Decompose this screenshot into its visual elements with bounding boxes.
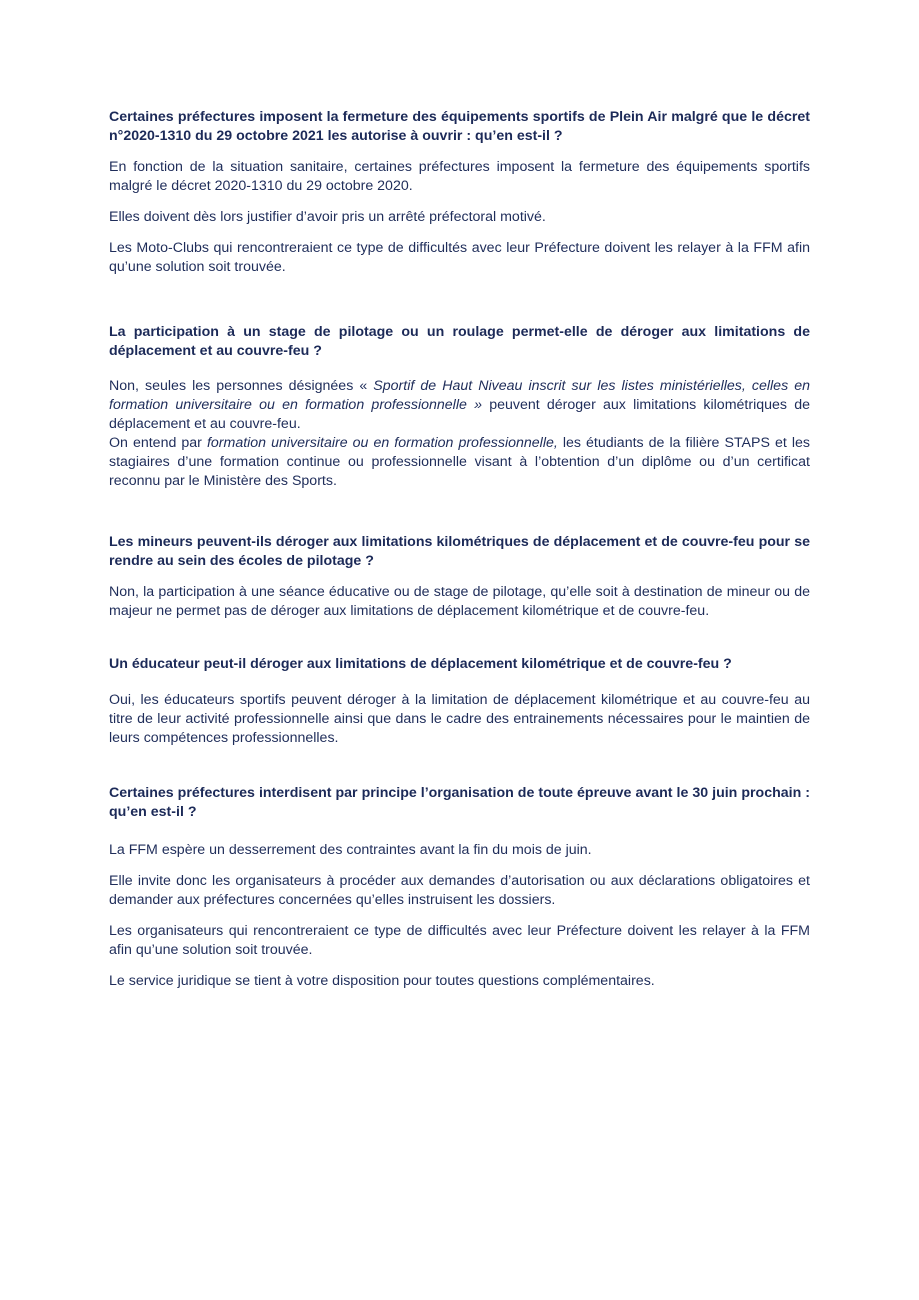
section-2-p2-text-end: les étudiants de la filière STAPS et les stagiaires d’une formation continue ou professionnelle visant à l’obtention d’un diplôme ou d’un certificat reconnu par le Ministère des Sports.	[109, 435, 810, 489]
section-5-paragraph-4: Le service juridique se tient à votre disposition pour toutes questions complémentaires.	[109, 973, 655, 989]
section-2-p1-text-end: peuvent déroger aux limitations kilométriques de déplacement et au couvre-feu.	[109, 397, 810, 432]
section-4-question: Un éducateur peut-il déroger aux limitations de déplacement kilométrique et de couvre-feu ?	[109, 656, 732, 672]
section-1-paragraph-1: En fonction de la situation sanitaire, certaines préfectures imposent la fermeture des équipements sportifs malgré le décret 2020-1310 du 29 octobre 2020.	[109, 159, 810, 194]
section-5-paragraph-2: Elle invite donc les organisateurs à procéder aux demandes d’autorisation ou aux déclarations obligatoires et demander aux préfectures concernées qu’elles instruisent les dossiers.	[109, 873, 810, 908]
section-2-p2-text-start: On entend par	[109, 435, 207, 451]
section-3-question: Les mineurs peuvent-ils déroger aux limitations kilométriques de déplacement et de couvre-feu pour se rendre au sein des écoles de pilotage ?	[109, 534, 810, 569]
section-1-paragraph-3: Les Moto-Clubs qui rencontreraient ce type de difficultés avec leur Préfecture doivent les relayer à la FFM afin qu’une solution soit trouvée.	[109, 240, 810, 275]
section-2-p1-italic: Sportif de Haut Niveau inscrit sur les listes ministérielles, celles en formation universitaire ou en formation professionnelle »	[109, 378, 810, 413]
document-page	[109, 108, 810, 991]
section-4-paragraph-1: Oui, les éducateurs sportifs peuvent déroger à la limitation de déplacement kilométrique et au couvre-feu au titre de leur activité professionnelle ainsi que dans le cadre des entrainements nécessaires pour le maintien de leurs compétences professionnelles.	[109, 692, 810, 746]
section-2-p2-italic: formation universitaire ou en formation professionnelle,	[206, 435, 558, 451]
section-1-paragraph-2: Elles doivent dès lors justifier d’avoir pris un arrêté préfectoral motivé.	[109, 209, 546, 225]
section-2-paragraph-1	[109, 377, 810, 434]
section-5-question: Certaines préfectures interdisent par principe l’organisation de toute épreuve avant le 30 juin prochain : qu’en est-il ?	[109, 785, 810, 820]
section-5-paragraph-1: La FFM espère un desserrement des contraintes avant la fin du mois de juin.	[109, 842, 592, 858]
section-1-question: Certaines préfectures imposent la fermeture des équipements sportifs de Plein Air malgré que le décret n°2020-1310 du 29 octobre 2021 les autorise à ouvrir : qu’en est-il ?	[109, 109, 810, 144]
section-5-paragraph-3: Les organisateurs qui rencontreraient ce type de difficultés avec leur Préfecture doivent les relayer à la FFM afin qu’une solution soit trouvée.	[109, 923, 810, 958]
section-2-question: La participation à un stage de pilotage ou un roulage permet-elle de déroger aux limitations de déplacement et au couvre-feu ?	[109, 324, 810, 359]
section-2-p1-text-start: Non, seules les personnes désignées «	[109, 378, 374, 394]
section-2-paragraph-2	[109, 434, 810, 491]
section-3-paragraph-1: Non, la participation à une séance éducative ou de stage de pilotage, qu’elle soit à destination de mineur ou de majeur ne permet pas de déroger aux limitations de déplacement kilométrique et de couvre-feu.	[109, 584, 810, 619]
